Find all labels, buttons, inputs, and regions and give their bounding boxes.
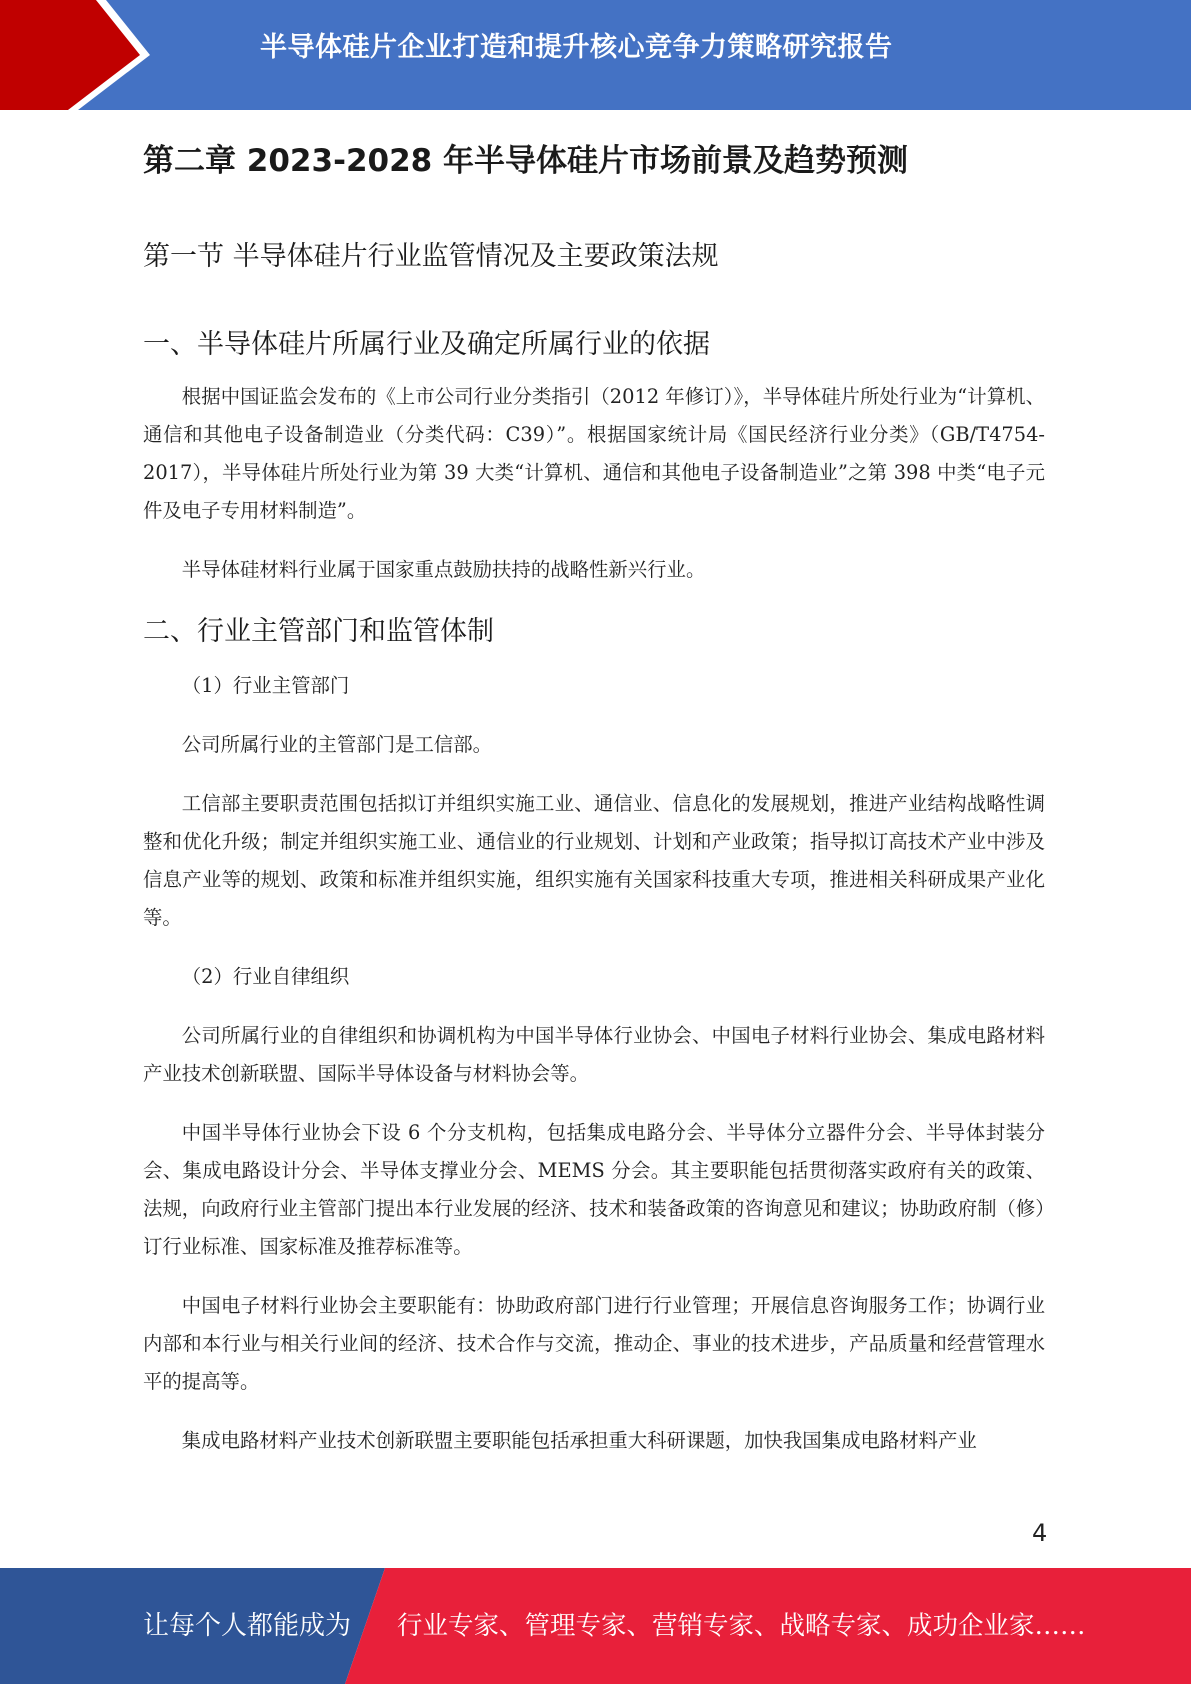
- paragraph: 中国电子材料行业协会主要职能有：协助政府部门进行行业管理；开展信息咨询服务工作；协调行业内部和本行业与相关行业间的经济、技术合作与交流，推动企、事业的技术进步，产品质量和经营管理水平的提高等。: [143, 1294, 1045, 1393]
- paragraph: 中国半导体行业协会下设 6 个分支机构，包括集成电路分会、半导体分立器件分会、半导体封装分会、集成电路设计分会、半导体支撑业分会、MEMS 分会。其主要职能包括贯彻落实政府有关的政策、法规，向政府行业主管部门提出本行业发展的经济、技术和装备政策的咨询意见和建议；协助政府制（修）订行业标准、国家标准及推荐标准等。: [143, 1121, 1045, 1258]
- report-title: 半导体硅片企业打造和提升核心竞争力策略研究报告: [260, 32, 893, 63]
- paragraph: 公司所属行业的主管部门是工信部。: [181, 733, 493, 756]
- list-label-paragraph: （1）行业主管部门: [181, 674, 350, 697]
- subsection-title-1: 一、半导体硅片所属行业及确定所属行业的依据: [143, 329, 710, 360]
- subsection-title-2: 二、行业主管部门和监管体制: [143, 616, 494, 647]
- paragraph: 公司所属行业的自律组织和协调机构为中国半导体行业协会、中国电子材料行业协会、集成电路材料产业技术创新联盟、国际半导体设备与材料协会等。: [143, 1024, 1045, 1085]
- paragraph: 集成电路材料产业技术创新联盟主要职能包括承担重大科研课题，加快我国集成电路材料产业: [181, 1429, 977, 1452]
- footer-slogan-right: 行业专家、管理专家、营销专家、战略专家、成功企业家……: [397, 1611, 1086, 1641]
- section-title: 第一节 半导体硅片行业监管情况及主要政策法规: [143, 241, 719, 272]
- footer-band: [0, 1568, 1191, 1684]
- page-number: 4: [1032, 1519, 1048, 1547]
- list-label-paragraph: （2）行业自律组织: [181, 965, 350, 988]
- document-body: [143, 130, 1045, 1460]
- paragraph: 根据中国证监会发布的《上市公司行业分类指引（2012 年修订）》，半导体硅片所处行业为“计算机、通信和其他电子设备制造业（分类代码：C39）”。根据国家统计局《国民经济行业分类》（GB/T4754-2017），半导体硅片所处行业为第 39 大类“计算机、通信和其他电子设备制造业”之第 398 中类“电子元件及电子专用材料制造”。: [143, 385, 1045, 522]
- header-chevron-decoration: [0, 0, 160, 110]
- paragraph: 工信部主要职责范围包括拟订并组织实施工业、通信业、信息化的发展规划，推进产业结构战略性调整和优化升级；制定并组织实施工业、通信业的行业规划、计划和产业政策；指导拟订高技术产业中涉及信息产业等的规划、政策和标准并组织实施，组织实施有关国家科技重大专项，推进相关科研成果产业化等。: [143, 792, 1045, 929]
- chevron-red-shape: [0, 0, 148, 110]
- footer-slogan-left: 让每个人都能成为: [143, 1611, 352, 1641]
- paragraph: 半导体硅材料行业属于国家重点鼓励扶持的战略性新兴行业。: [181, 558, 706, 581]
- header-band: [0, 0, 1191, 110]
- chapter-title: 第二章 2023-2028 年半导体硅片市场前景及趋势预测: [143, 143, 909, 179]
